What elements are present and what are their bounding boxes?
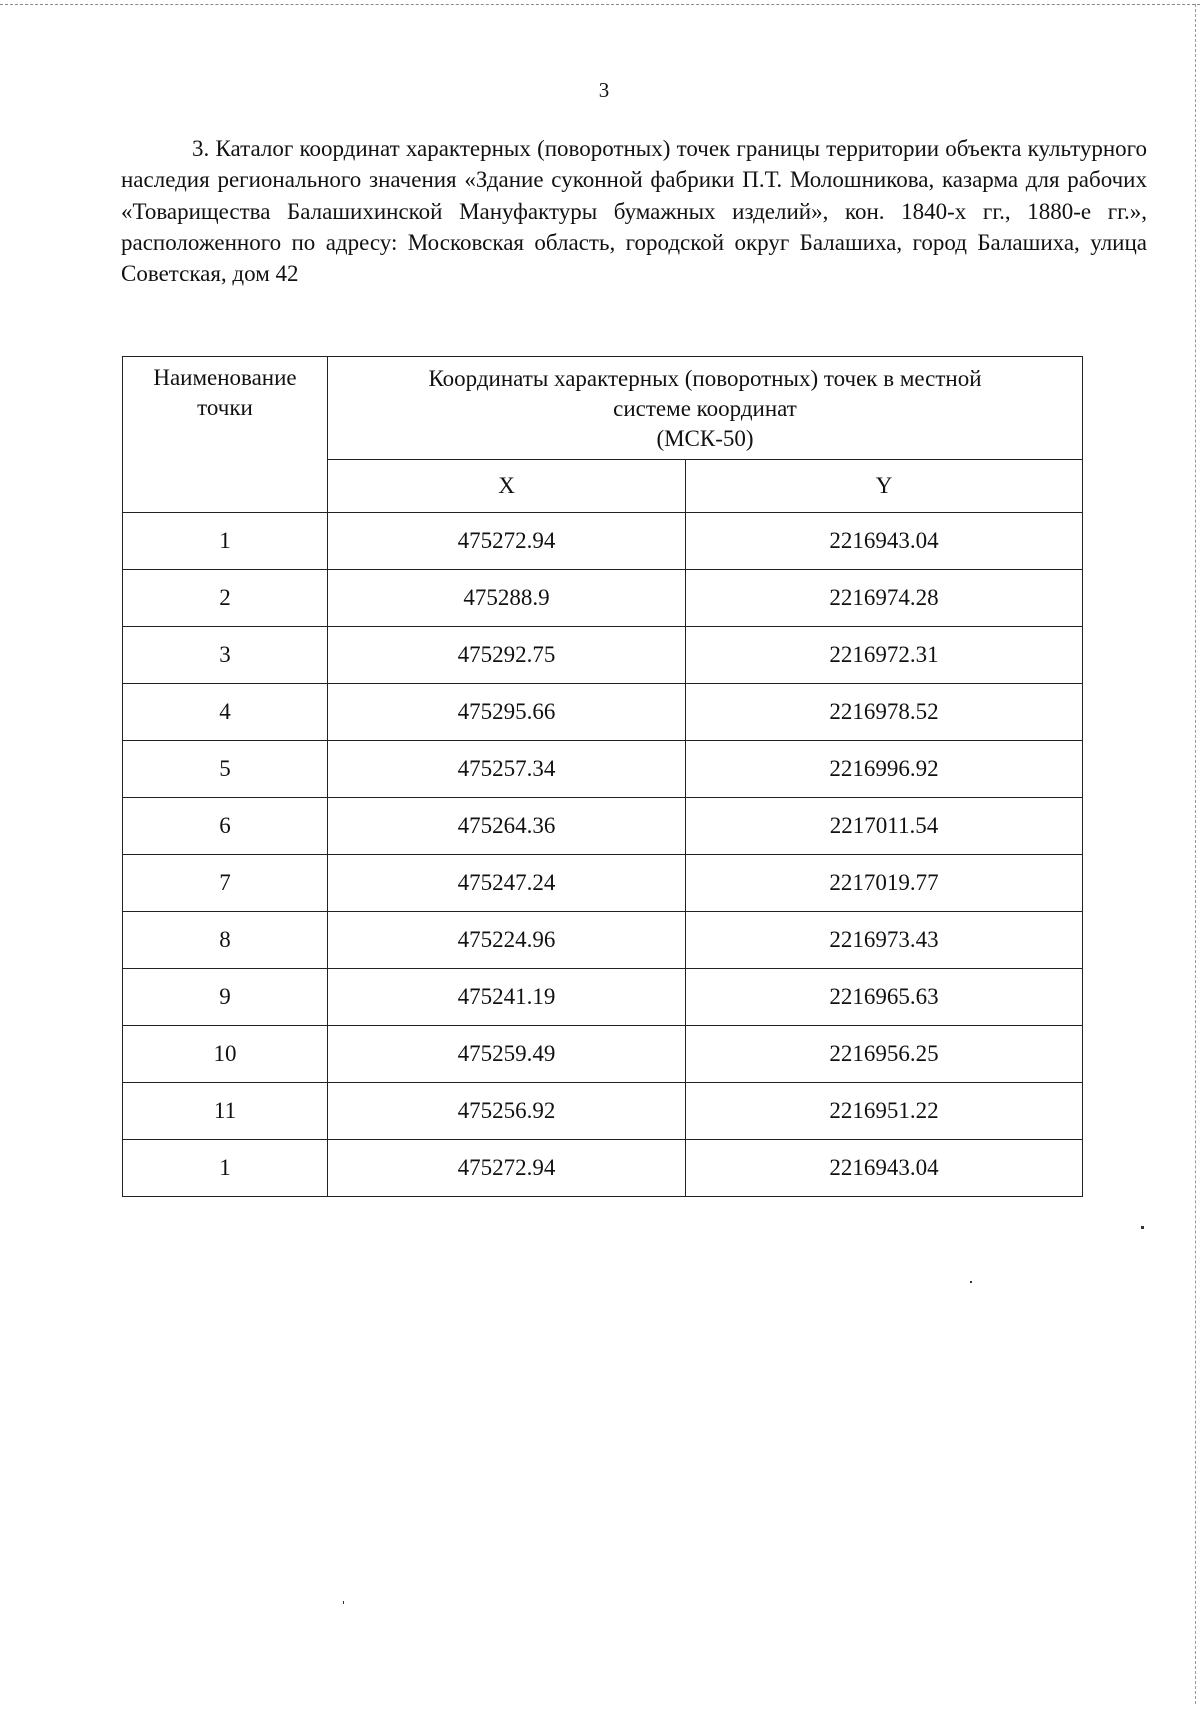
cell-x: 475241.19 bbox=[328, 969, 686, 1026]
cell-x: 475256.92 bbox=[328, 1083, 686, 1140]
header-coordinates-line-2: системе координат bbox=[613, 396, 797, 421]
cell-y: 2216978.52 bbox=[686, 684, 1083, 741]
table-row bbox=[123, 513, 1083, 570]
cell-point: 4 bbox=[123, 684, 328, 741]
cell-y: 2217011.54 bbox=[686, 798, 1083, 855]
header-coordinates-line-1: Координаты характерных (поворотных) точек в местной bbox=[428, 366, 982, 391]
cell-point: 3 bbox=[123, 627, 328, 684]
coordinates-table bbox=[122, 356, 1083, 1197]
table-row bbox=[123, 741, 1083, 798]
cell-point: 8 bbox=[123, 912, 328, 969]
cell-x: 475272.94 bbox=[328, 1140, 686, 1197]
scan-speck bbox=[970, 1281, 972, 1283]
page-number: 3 bbox=[598, 78, 610, 102]
cell-x: 475272.94 bbox=[328, 513, 686, 570]
table-row bbox=[123, 1026, 1083, 1083]
table-row bbox=[123, 570, 1083, 627]
cell-point: 6 bbox=[123, 798, 328, 855]
cell-point: 5 bbox=[123, 741, 328, 798]
cell-y: 2216943.04 bbox=[686, 1140, 1083, 1197]
header-x: X bbox=[328, 460, 686, 513]
scan-speck bbox=[1141, 1226, 1144, 1229]
cell-point: 9 bbox=[123, 969, 328, 1026]
cell-x: 475247.24 bbox=[328, 855, 686, 912]
cell-x: 475292.75 bbox=[328, 627, 686, 684]
cell-x: 475224.96 bbox=[328, 912, 686, 969]
table-row bbox=[123, 1140, 1083, 1197]
page-right-edge-line bbox=[1195, 4, 1196, 1704]
table-row bbox=[123, 627, 1083, 684]
cell-y: 2216943.04 bbox=[686, 513, 1083, 570]
cell-x: 475259.49 bbox=[328, 1026, 686, 1083]
cell-x: 475257.34 bbox=[328, 741, 686, 798]
cell-point: 10 bbox=[123, 1026, 328, 1083]
catalog-paragraph: 3. Каталог координат характерных (поворотных) точек границы территории объекта культурного наследия регионального значения «Здание суконной фабрики П.Т. Молошникова, казарма для рабочих «Товарищества Балашихинской Мануфактуры бумажных изделий», кон. 1840-х гг., 1880-е гг.», расположенного по адресу: Московская область, городской округ Балашиха, город Балашиха, улица Советская, дом 42 bbox=[121, 136, 1147, 287]
page-top-edge-line bbox=[0, 4, 1200, 5]
cell-y: 2216965.63 bbox=[686, 969, 1083, 1026]
table-row bbox=[123, 684, 1083, 741]
table-row bbox=[123, 912, 1083, 969]
table-row bbox=[123, 855, 1083, 912]
header-coordinates bbox=[328, 357, 1083, 460]
scan-speck bbox=[343, 1601, 344, 1604]
header-point-name: Наименование точки bbox=[123, 357, 328, 513]
cell-point: 11 bbox=[123, 1083, 328, 1140]
cell-y: 2216973.43 bbox=[686, 912, 1083, 969]
cell-y: 2216974.28 bbox=[686, 570, 1083, 627]
header-coordinates-line-3: (МСК-50) bbox=[656, 426, 754, 451]
header-y: Y bbox=[686, 460, 1083, 513]
cell-y: 2216956.25 bbox=[686, 1026, 1083, 1083]
table-row bbox=[123, 969, 1083, 1026]
table-header-row bbox=[123, 357, 1083, 460]
cell-y: 2216972.31 bbox=[686, 627, 1083, 684]
cell-y: 2217019.77 bbox=[686, 855, 1083, 912]
cell-y: 2216951.22 bbox=[686, 1083, 1083, 1140]
cell-x: 475288.9 bbox=[328, 570, 686, 627]
cell-point: 7 bbox=[123, 855, 328, 912]
cell-point: 1 bbox=[123, 513, 328, 570]
cell-point: 2 bbox=[123, 570, 328, 627]
cell-x: 475295.66 bbox=[328, 684, 686, 741]
cell-x: 475264.36 bbox=[328, 798, 686, 855]
cell-point: 1 bbox=[123, 1140, 328, 1197]
cell-y: 2216996.92 bbox=[686, 741, 1083, 798]
table-row bbox=[123, 1083, 1083, 1140]
table-row bbox=[123, 798, 1083, 855]
